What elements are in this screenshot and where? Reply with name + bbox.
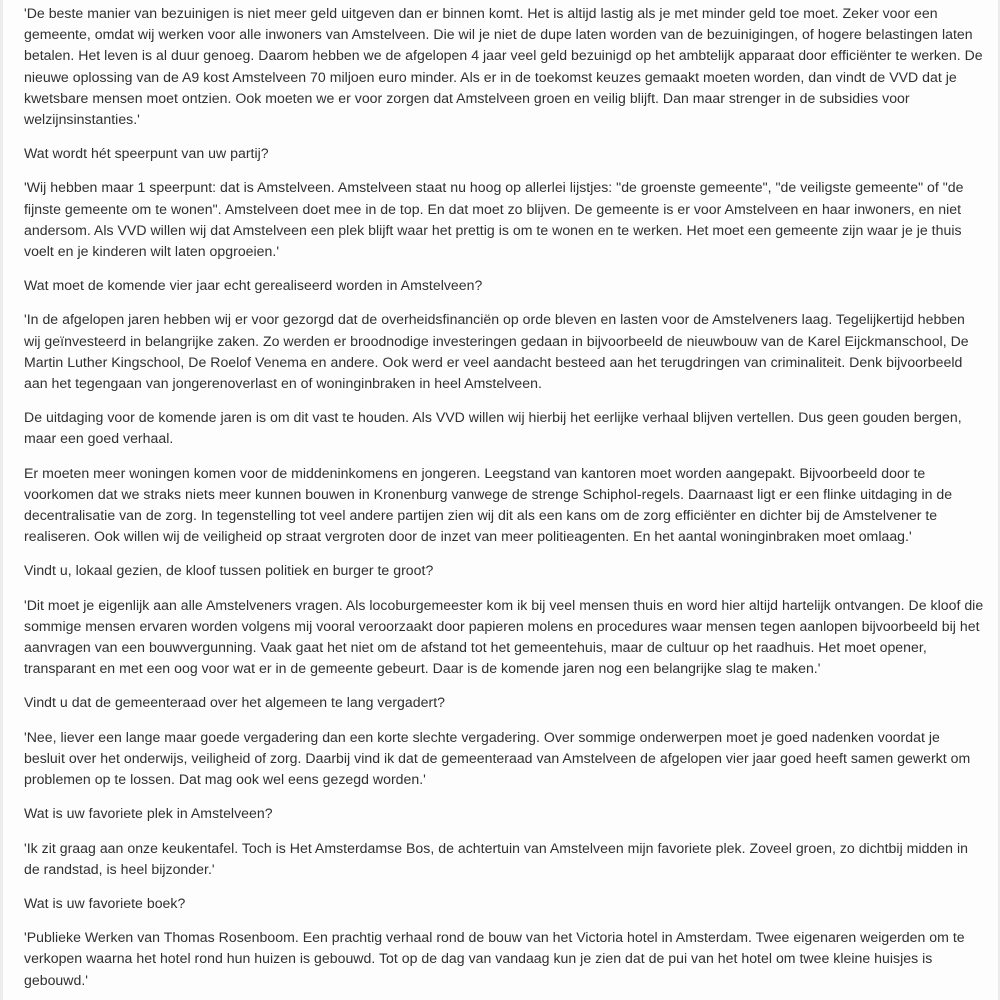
answer-paragraph: Er moeten meer woningen komen voor de middeninkomens en jongeren. Leegstand van kantoren moet worden aangepakt. Bijvoorbeeld door te voorkomen dat we straks niets meer kunnen bouwen in Kronenburg vanwege de strenge Schiphol-regels. Daarnaast ligt er een flinke uitdaging in de decentralisatie van de zorg. In tegenstelling tot veel andere partijen zien wij dit als een kans om de zorg efficiënter en dichter bij de Amstelvener te realiseren. Ook willen wij de veiligheid op straat vergroten door de inzet van meer politieagenten. En het aantal woninginbraken moet omlaag.' [24, 464, 953, 545]
answer-paragraph: 'Nee, liever een lange maar goede vergadering dan een korte slechte vergadering. Over sommige onderwerpen moet je goed nadenken voordat je besluit over het onderwijs, veiligheid of zorg. Daarbij vind ik dat de gemeenteraad van Amstelveen de afgelopen vier jaar goed heeft samen gewerkt om problemen op te lossen. Dat mag ook wel eens gezegd worden.' [24, 728, 971, 788]
answer-paragraph: De uitdaging voor de komende jaren is om dit vast te houden. Als VVD willen wij hierbij het eerlijke verhaal blijven vertellen. Dus geen gouden bergen, maar een goed verhaal. [24, 409, 962, 447]
answer-paragraph: 'Wij hebben maar 1 speerpunt: dat is Amstelveen. Amstelveen staat nu hoog op allerlei lijstjes: "de groenste gemeente", "de veiligste gemeente" of "de fijnste gemeente om te wonen". Amstelveen doet mee in de top. En dat moet zo blijven. De gemeente is er voor Amstelveen en haar inwoners, en niet andersom. Als VVD willen wij dat Amstelveen een plek blijft waar het prettig is om te wonen en te werken. Het moet een gemeente zijn waar je je thuis voelt en je kinderen wilt laten opgroeien.' [24, 179, 964, 260]
question-heading: Vindt u, lokaal gezien, de kloof tussen politiek en burger te groot? [24, 562, 434, 579]
question-heading: Wat wordt hét speerpunt van uw partij? [24, 145, 269, 162]
interview-article [24, 3, 984, 991]
answer-paragraph: 'Publieke Werken van Thomas Rosenboom. Een prachtig verhaal rond de bouw van het Victoria hotel in Amsterdam. Twee eigenaren weigerden om te verkopen waarna het hotel rond hun huizen is gebouwd. Tot op de dag van vandaag kun je zien dat de pui van het hotel om twee kleine huisjes is gebouwd.' [24, 929, 965, 988]
answer-paragraph: 'Dit moet je eigenlijk aan alle Amstelveners vragen. Als locoburgemeester kom ik bij veel mensen thuis en word hier altijd hartelijk ontvangen. De kloof die sommige mensen ervaren worden volgens mij vooral veroorzaakt door papieren molens en procedures waar mensen tegen aanlopen bijvoorbeeld bij het aanvragen van een bouwvergunning. Vaak gaat het niet om de afstand tot het gemeentehuis, maar de cultuur op het raadhuis. Het moet opener, transparant en met een oog voor wat er in de gemeente gebeurt. Daar is de komende jaren nog een belangrijke slag te maken.' [24, 596, 984, 677]
question-heading: Wat moet de komende vier jaar echt gerealiseerd worden in Amstelveen? [24, 277, 483, 294]
answer-paragraph: 'Ik zit graag aan onze keukentafel. Toch is Het Amsterdamse Bos, de achtertuin van Amstelveen mijn favoriete plek. Zoveel groen, zo dichtbij midden in de randstad, is heel bijzonder.' [24, 839, 968, 877]
answer-paragraph: 'In de afgelopen jaren hebben wij er voor gezorgd dat de overheidsfinanciën op orde bleven en lasten voor de Amstelveners laag. Tegelijkertijd hebben wij geïnvesteerd in belangrijke zaken. Zo werden er broodnodige investeringen gedaan in bijvoorbeeld de nieuwbouw van de Karel Eijckmanschool, De Martin Luther Kingschool, De Roelof Venema en andere. Ook werd er veel aandacht besteed aan het terugdringen van criminaliteit. Denk bijvoorbeeld aan het tegengaan van jongerenoverlast en of woninginbraken in heel Amstelveen. [24, 311, 969, 392]
question-heading: Wat is uw favoriete boek? [24, 894, 186, 911]
answer-paragraph: 'De beste manier van bezuinigen is niet meer geld uitgeven dan er binnen komt. Het is altijd lastig als je met minder geld toe moet. Zeker voor een gemeente, omdat wij werken voor alle inwoners van Amstelveen. Die wil je niet de dupe laten worden van de bezuinigingen, of hogere belastingen laten betalen. Het leven is al duur genoeg. Daarom hebben we de afgelopen 4 jaar veel geld bezuinigd op het ambtelijk apparaat door efficiënter te werken. De nieuwe oplossing van de A9 kost Amstelveen 70 miljoen euro minder. Als er in de toekomst keuzes gemaakt moeten worden, dan vindt de VVD dat je kwetsbare mensen moet ontzien. Ook moeten we er voor zorgen dat Amstelveen groen en veilig blijft. Dan maar strenger in de subsidies voor welzijnsinstanties.' [24, 5, 983, 128]
question-heading: Wat is uw favoriete plek in Amstelveen? [24, 805, 273, 822]
question-heading: Vindt u dat de gemeenteraad over het algemeen te lang vergadert? [24, 694, 445, 711]
